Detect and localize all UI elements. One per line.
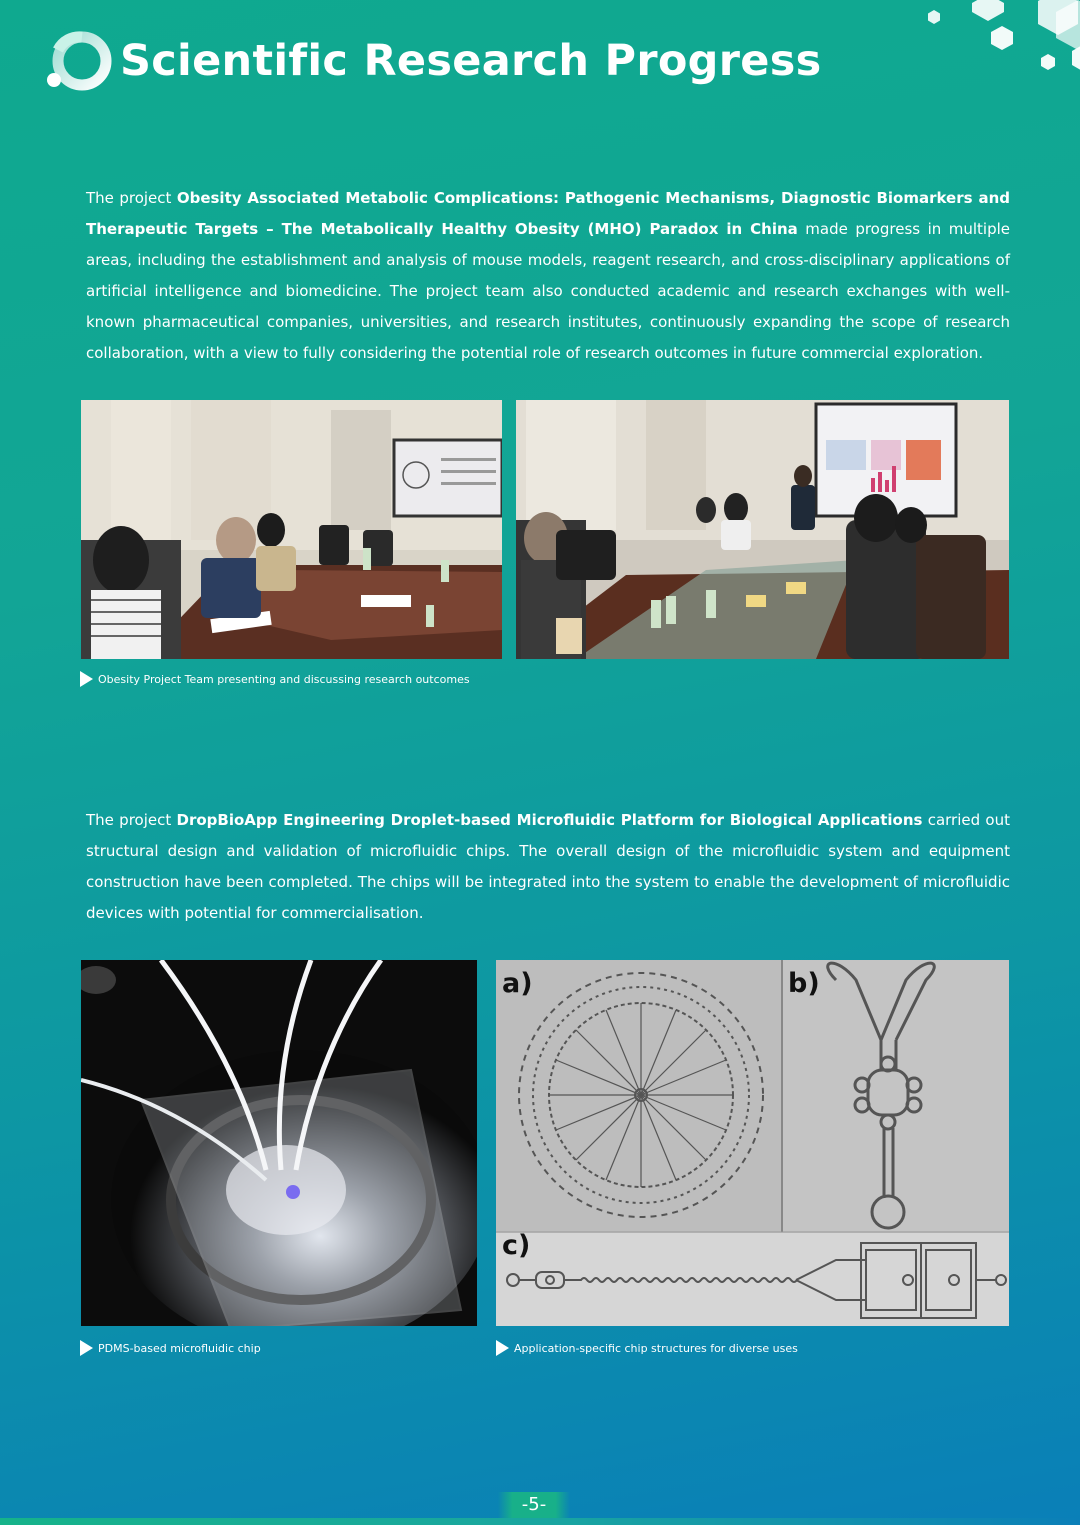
intro-text: The project	[86, 811, 177, 829]
page-number: -5-	[498, 1492, 570, 1518]
chip-structures-figure	[496, 960, 1009, 1326]
caption-arrow-icon	[80, 1340, 93, 1356]
page-title: Scientific Research Progress	[120, 36, 822, 86]
project-1-description	[86, 183, 1010, 369]
photo-caption-3	[496, 1340, 798, 1356]
panel-label-c: c)	[502, 1230, 531, 1261]
project-1-body: made progress in multiple areas, including the establishment and analysis of mouse models, reagent research, and cross-disciplinary applications of artificial intelligence and biomedicine. The project team also conducted academic and research exchanges with well-known pharmaceutical companies, universities, and research institutes, continuously expanding the scope of research collaboration, with a view to fully considering the potential role of research outcomes in future commercial exploration.	[86, 220, 1010, 362]
photo-caption-1	[80, 671, 470, 687]
panel-label-b: b)	[788, 968, 820, 999]
caption-text: Obesity Project Team presenting and discussing research outcomes	[98, 672, 470, 686]
caption-text: Application-specific chip structures for diverse uses	[514, 1341, 798, 1355]
meeting-photo-right	[516, 400, 1009, 659]
caption-text: PDMS-based microfluidic chip	[98, 1341, 261, 1355]
ring-logo-icon	[44, 30, 114, 92]
footer-bar	[0, 1518, 1080, 1525]
intro-text: The project	[86, 189, 177, 207]
meeting-photo-left	[81, 400, 502, 659]
caption-arrow-icon	[496, 1340, 509, 1356]
project-2-body: carried out structural design and validation of microfluidic chips. The overall design of the microfluidic system and equipment construction have been completed. The chips will be integrated into the system to enable the development of microfluidic devices with potential for commercialisation.	[86, 811, 1010, 922]
pdms-chip-photo	[81, 960, 477, 1326]
project-2-name: DropBioApp Engineering Droplet-based Microfluidic Platform for Biological Applications	[176, 811, 923, 829]
panel-label-a: a)	[502, 968, 533, 999]
hexagon-decoration	[850, 0, 1080, 130]
project-2-description	[86, 805, 1010, 929]
photo-caption-2	[80, 1340, 261, 1356]
caption-arrow-icon	[80, 671, 93, 687]
project-1-name: Obesity Associated Metabolic Complications: Pathogenic Mechanisms, Diagnostic Biomarkers and Therapeutic Targets – The Metabolically Healthy Obesity (MHO) Paradox in China	[86, 189, 1010, 238]
